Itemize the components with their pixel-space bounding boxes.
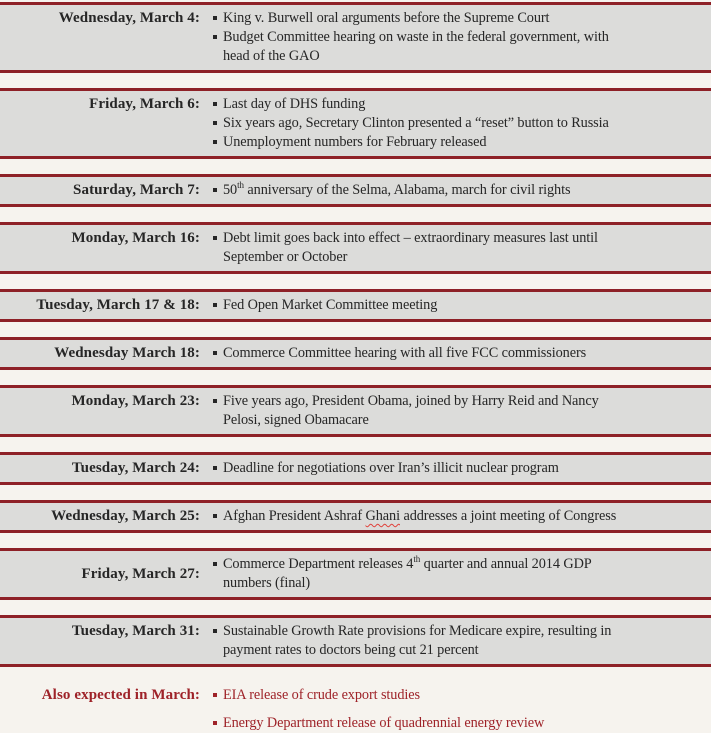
row-date: Tuesday, March 17 & 18: [36,297,200,313]
event-text: 50th anniversary of the Selma, Alabama, march for civil rights [223,180,571,198]
schedule-row [0,174,711,207]
event-text: EIA release of crude export studies [223,687,420,703]
event-list [200,459,711,478]
also-expected-section [0,682,711,733]
event-item [200,9,703,28]
event-item [200,95,703,114]
schedule-row [0,385,711,437]
event-item [200,344,703,363]
bullet-square-icon [213,102,217,106]
event-item [200,686,703,705]
schedule-row [0,500,711,533]
event-text: Five years ago, President Obama, joined by Harry Reid and Nancy Pelosi, signed Obamacare [223,393,599,428]
event-text: Afghan President Ashraf Ghani addresses a joint meeting of Congress [223,508,617,524]
schedule-row [0,2,711,73]
event-item [200,555,703,593]
bullet-square-icon [213,35,217,39]
row-date: Wednesday, March 25: [51,508,200,524]
event-item [200,114,703,133]
row-date: Saturday, March 7: [73,182,200,198]
event-item [200,392,703,430]
bullet-square-icon [213,351,217,355]
event-text: King v. Burwell oral arguments before the Supreme Court [223,10,550,26]
event-item [200,507,703,526]
event-list [200,9,711,66]
also-expected-label: Also expected in March: [41,687,200,703]
event-text: Energy Department release of quadrennial energy review [223,715,545,731]
bullet-square-icon [213,514,217,518]
row-date: Tuesday, March 24: [71,460,200,476]
bullet-square-icon [213,629,217,633]
event-list [200,507,711,526]
event-text: Deadline for negotiations over Iran’s illicit nuclear program [223,460,559,476]
schedule-row [0,289,711,322]
schedule-row [0,615,711,667]
row-date: Friday, March 27: [81,565,200,582]
bullet-square-icon [213,121,217,125]
row-date: Friday, March 6: [89,96,200,112]
event-item [200,296,703,315]
bullet-square-icon [213,140,217,144]
event-item [200,28,703,66]
event-list [200,181,711,200]
row-date: Tuesday, March 31: [71,623,200,639]
event-item [200,459,703,478]
event-list [200,296,711,315]
row-date: Monday, March 23: [71,393,200,409]
event-item [200,229,703,267]
event-text: Last day of DHS funding [223,96,366,112]
event-item [200,622,703,660]
event-item [200,714,703,733]
row-date: Wednesday March 18: [54,345,200,361]
event-list [200,344,711,363]
event-list [200,392,711,430]
bullet-square-icon [213,693,217,697]
event-list [200,95,711,152]
schedule-row [0,337,711,370]
spellcheck-underline: Ghani [365,508,400,524]
bullet-square-icon [213,188,217,192]
event-list [200,555,711,593]
bullet-square-icon [213,466,217,470]
event-text: Fed Open Market Committee meeting [223,297,438,313]
schedule-row [0,88,711,159]
row-date: Wednesday, March 4: [58,10,200,26]
row-date: Monday, March 16: [71,230,200,246]
also-expected-list [200,686,711,733]
bullet-square-icon [213,236,217,240]
schedule-row [0,452,711,485]
event-list [200,622,711,660]
bullet-square-icon [213,721,217,725]
event-text: Debt limit goes back into effect – extraordinary measures last until September or October [223,230,598,265]
event-text: Six years ago, Secretary Clinton presented a “reset” button to Russia [223,115,609,131]
event-text: Commerce Department releases 4th quarter and annual 2014 GDP numbers (final) [223,554,592,591]
event-item [200,133,703,152]
event-text: Commerce Committee hearing with all five FCC commissioners [223,345,587,361]
bullet-square-icon [213,16,217,20]
schedule [0,2,711,667]
bullet-square-icon [213,303,217,307]
event-text: Budget Committee hearing on waste in the federal government, with head of the GAO [223,29,609,64]
bullet-square-icon [213,562,217,566]
event-text: Unemployment numbers for February released [223,134,487,150]
schedule-row [0,222,711,274]
event-item [200,181,703,200]
event-list [200,229,711,267]
event-text: Sustainable Growth Rate provisions for Medicare expire, resulting in payment rates to doctors being cut 21 percent [223,623,612,658]
schedule-row [0,548,711,600]
bullet-square-icon [213,399,217,403]
